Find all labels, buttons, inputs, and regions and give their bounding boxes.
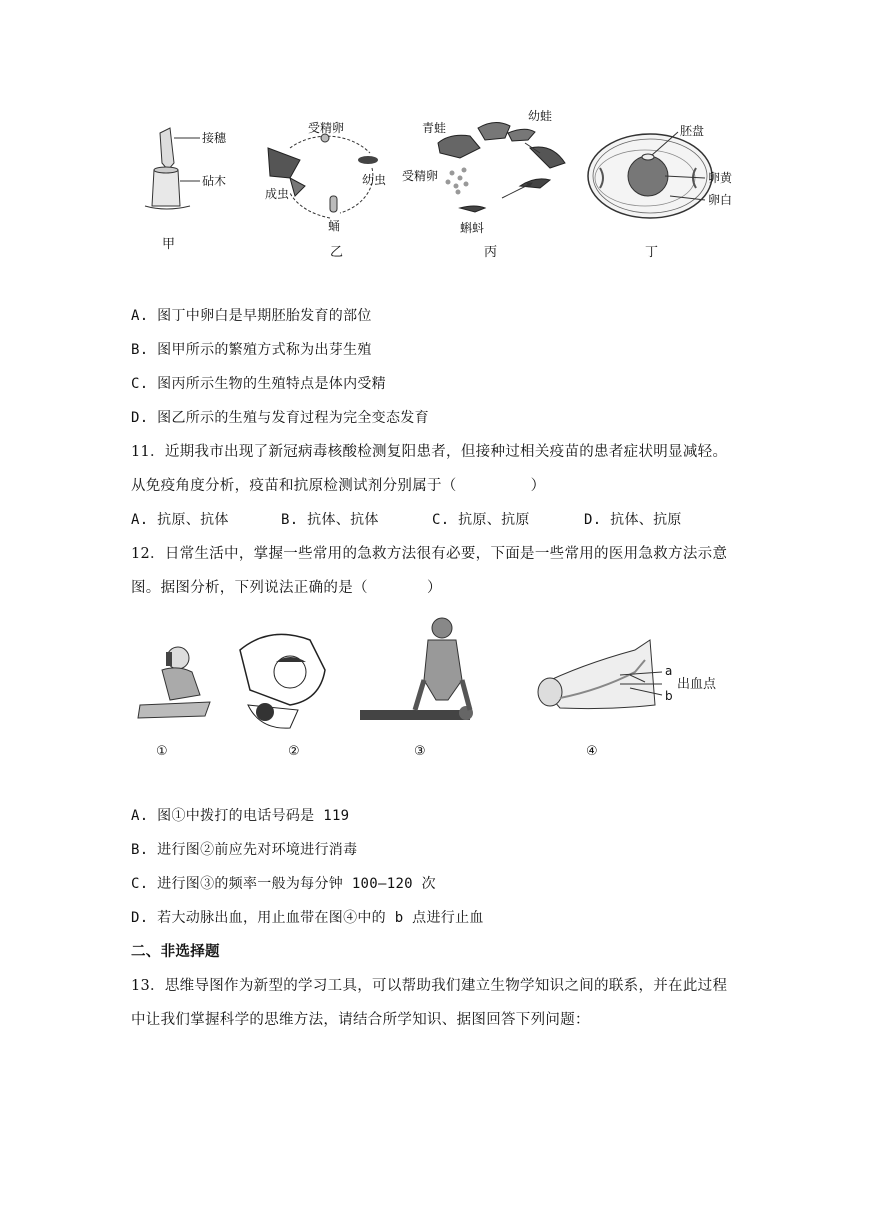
label-shoujingluan-frog: 受精卵 (402, 169, 439, 183)
q11-option-b: B. 抗体、抗体 (281, 512, 379, 528)
label-youchong: 幼虫 (362, 173, 387, 187)
label-luanbai: 卵白 (708, 193, 733, 207)
q13-stem-line2: 中让我们掌握科学的思维方法，请结合所学知识、据图回答下列问题： (131, 1012, 590, 1028)
q12-option-c: C. 进行图③的频率一般为每分钟 100—120 次 (131, 876, 436, 892)
q11-option-d: D. 抗体、抗原 (584, 512, 682, 528)
label-qingwa: 青蛙 (422, 121, 447, 135)
label-yong: 蛹 (328, 219, 341, 233)
q10-option-c: C. 图丙所示生物的生殖特点是体内受精 (131, 376, 386, 392)
grafting-illustration (145, 128, 227, 209)
figure-first-aid (130, 610, 730, 760)
caption-jia: 甲 (162, 237, 176, 252)
caption-ding: 丁 (645, 245, 659, 260)
section-title: 二、非选择题 (131, 944, 220, 960)
label-zhanmu: 砧木 (202, 174, 227, 188)
cpr-illustration (360, 618, 473, 720)
figure-reproduction-drawing (140, 108, 760, 268)
q11-option-a: A. 抗原、抗体 (131, 512, 229, 528)
label-shoujingluan: 受精卵 (308, 121, 345, 135)
rescue-breathing-illustration (240, 634, 325, 728)
figure-first-aid-drawing (130, 610, 730, 760)
q10-option-a: A. 图丁中卵白是早期胚胎发育的部位 (131, 308, 372, 324)
label-chengchong: 成虫 (265, 187, 290, 201)
label-a: a (665, 664, 673, 678)
q12-stem-line1: 12．日常生活中，掌握一些常用的急救方法很有必要，下面是一些常用的医用急救方法示意 (131, 546, 728, 562)
q11-stem-line1: 11．近期我市出现了新冠病毒核酸检测复阳患者，但接种过相关疫苗的患者症状明显减轻。 (131, 444, 728, 460)
q12-option-a: A. 图①中拨打的电话号码是 119 (131, 808, 350, 824)
caption-fig1: ① (156, 744, 168, 759)
label-luanhuang: 卵黄 (708, 171, 733, 185)
q12-option-b: B. 进行图②前应先对环境进行消毒 (131, 842, 358, 858)
q12-option-d: D. 若大动脉出血，用止血带在图④中的 b 点进行止血 (131, 910, 484, 926)
caption-fig2: ② (288, 744, 300, 759)
label-bleeding-point: 出血点 (677, 677, 717, 692)
label-youwa: 幼蛙 (528, 109, 553, 123)
butterfly-lifecycle (265, 120, 386, 233)
egg-structure (588, 124, 733, 218)
q11-stem-line2: 从免疫角度分析，疫苗和抗原检测试剂分别属于（ ） (131, 478, 546, 494)
caption-fig3: ③ (414, 744, 426, 759)
frog-lifecycle (402, 108, 565, 235)
caption-fig4: ④ (586, 744, 598, 759)
q10-option-d: D. 图乙所示的生殖与发育过程为完全变态发育 (131, 410, 429, 426)
caption-yi: 乙 (330, 245, 344, 260)
phone-call-illustration (138, 647, 210, 718)
q12-stem-line2: 图。据图分析，下列说法正确的是（ ） (131, 580, 442, 596)
arm-bleeding-illustration (538, 640, 717, 709)
q11-option-c: C. 抗原、抗原 (432, 512, 530, 528)
label-kedou: 蝌蚪 (460, 221, 485, 235)
label-b: b (665, 689, 673, 703)
caption-bing: 丙 (484, 245, 498, 260)
q10-option-b: B. 图甲所示的繁殖方式称为出芽生殖 (131, 342, 372, 358)
figure-reproduction (140, 108, 760, 268)
label-peipan: 胚盘 (680, 124, 705, 138)
q13-stem-line1: 13．思维导图作为新型的学习工具，可以帮助我们建立生物学知识之间的联系，并在此过程 (131, 978, 728, 994)
label-jiesui: 接穗 (202, 131, 227, 145)
